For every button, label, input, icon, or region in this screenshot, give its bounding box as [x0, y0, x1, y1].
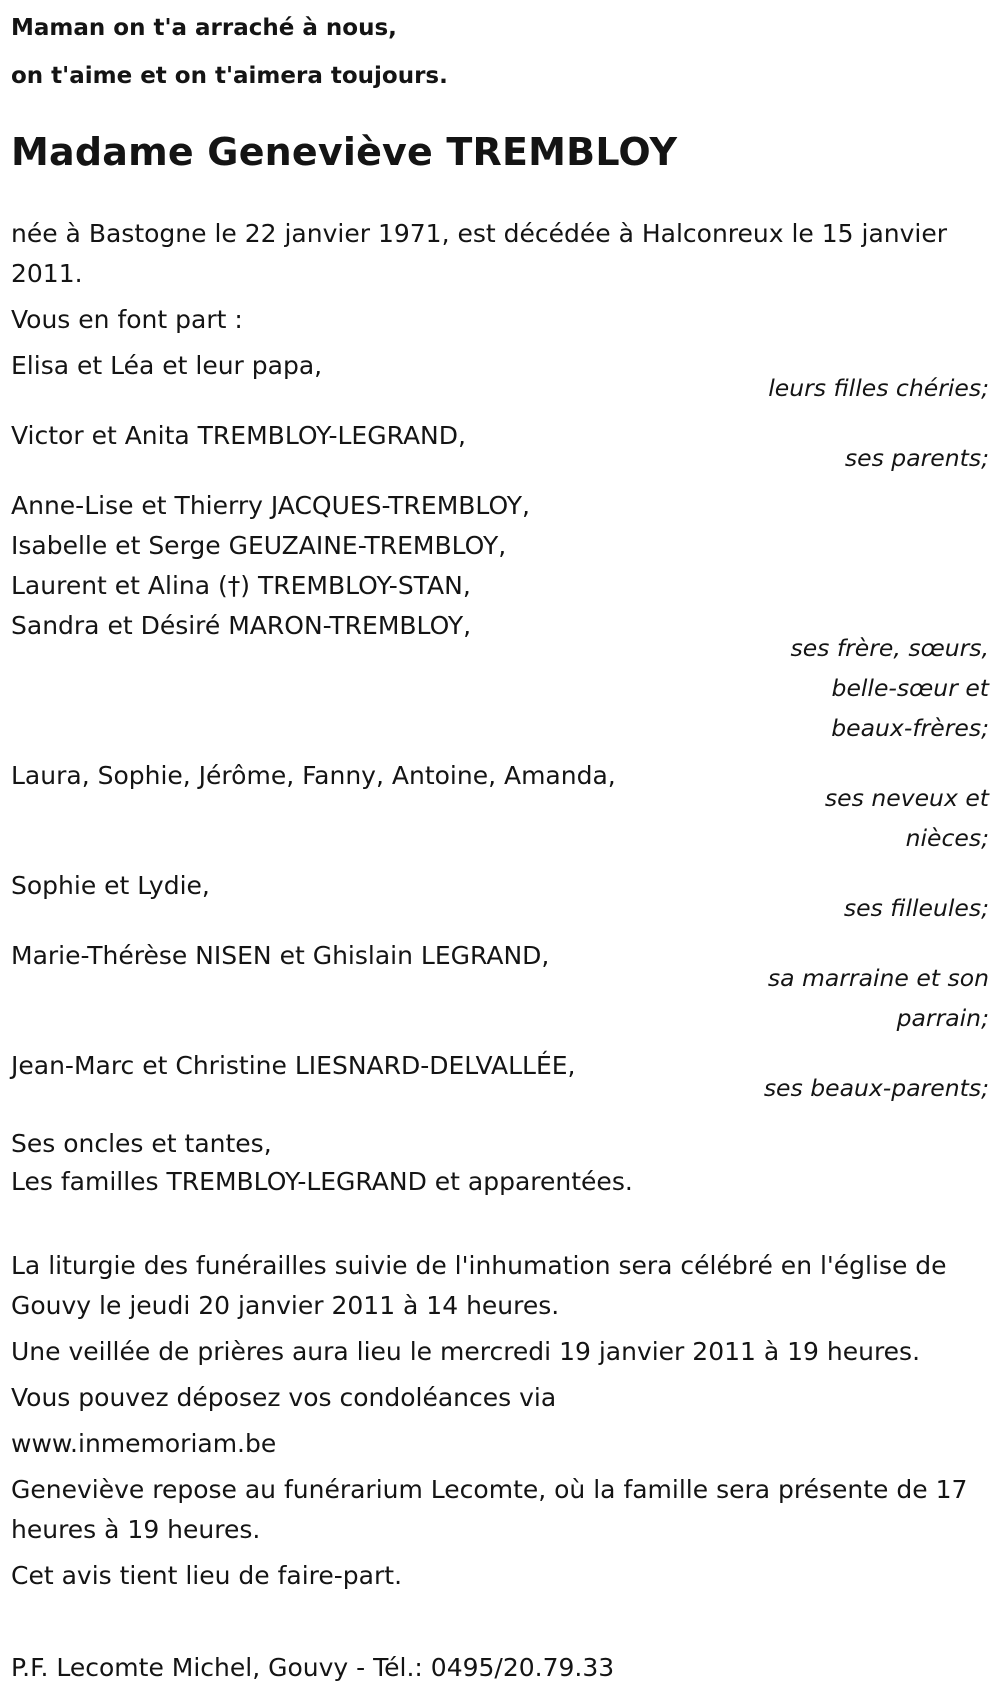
family-relation-line: leurs filles chéries;: [768, 374, 989, 402]
family-group: [11, 416, 989, 478]
funeral-text: La liturgie des funérailles suivie de l'inhumation sera célébré en l'église de Gouvy le jeudi 20 janvier 2011 à 14 heures.: [11, 1251, 947, 1320]
family-relation-line: nièces;: [905, 824, 989, 852]
relatives-line: Les familles TREMBLOY-LEGRAND et apparentées.: [11, 1167, 633, 1196]
family-member-names: Marie-Thérèse NISEN et Ghislain LEGRAND,: [11, 941, 550, 970]
family-group: [11, 866, 989, 928]
notice-text: Cet avis tient lieu de faire-part.: [11, 1561, 403, 1590]
family-list: [11, 346, 989, 1108]
family-member-names: Sandra et Désiré MARON-TREMBLOY,: [11, 611, 472, 640]
family-group: [11, 756, 989, 858]
obituary-notice: [11, 0, 989, 1688]
family-group: [11, 486, 989, 748]
family-member-names: Isabelle et Serge GEUZAINE-TREMBLOY,: [11, 531, 507, 560]
family-group: [11, 936, 989, 1038]
epigraph: [11, 4, 989, 100]
vigil-text: Une veillée de prières aura lieu le mercredi 19 janvier 2011 à 19 heures.: [11, 1337, 921, 1366]
family-member-names: Jean-Marc et Christine LIESNARD-DELVALLÉE,: [11, 1051, 576, 1080]
family-member-names: Laurent et Alina (†) TREMBLOY-STAN,: [11, 571, 471, 600]
family-relation-line: sa marraine et son: [767, 964, 989, 992]
family-member-names: Laura, Sophie, Jérôme, Fanny, Antoine, Amanda,: [11, 761, 616, 790]
family-relation: [11, 628, 989, 748]
epigraph-line: on t'aime et on t'aimera toujours.: [11, 63, 448, 89]
birth-death-text: née à Bastogne le 22 janvier 1971, est décédée à Halconreux le 15 janvier 2011.: [11, 219, 948, 288]
family-relation-line: parrain;: [896, 1004, 989, 1032]
family-relation-line: beaux-frères;: [831, 714, 989, 742]
family-relation-line: ses parents;: [844, 444, 989, 472]
family-member-names: Anne-Lise et Thierry JACQUES-TREMBLOY,: [11, 491, 530, 520]
family-relation-line: ses frère, sœurs,: [790, 634, 989, 662]
funeral-home-contact: P.F. Lecomte Michel, Gouvy - Tél.: 0495/20.79.33: [11, 1653, 615, 1682]
family-relation-line: ses filleules;: [843, 894, 989, 922]
family-relation-line: ses neveux et: [824, 784, 989, 812]
family-relation-line: ses beaux-parents;: [763, 1074, 989, 1102]
epigraph-line: Maman on t'a arraché à nous,: [11, 15, 397, 41]
intro-text: Vous en font part :: [11, 305, 243, 334]
family-relation-line: belle-sœur et: [831, 674, 989, 702]
rest-text: Geneviève repose au funérarium Lecomte, où la famille sera présente de 17 heures à 19 heures.: [11, 1475, 968, 1544]
deceased-name: Madame Geneviève TREMBLOY: [11, 130, 678, 174]
family-member-names: Victor et Anita TREMBLOY-LEGRAND,: [11, 421, 466, 450]
family-member-names: Elisa et Léa et leur papa,: [11, 351, 323, 380]
family-group: [11, 346, 989, 408]
family-member-names: Sophie et Lydie,: [11, 871, 210, 900]
condolences-text: Vous pouvez déposez vos condoléances via: [11, 1383, 557, 1412]
website-link[interactable]: www.inmemoriam.be: [11, 1429, 277, 1458]
family-group: [11, 1046, 989, 1108]
relatives-line: Ses oncles et tantes,: [11, 1129, 272, 1158]
